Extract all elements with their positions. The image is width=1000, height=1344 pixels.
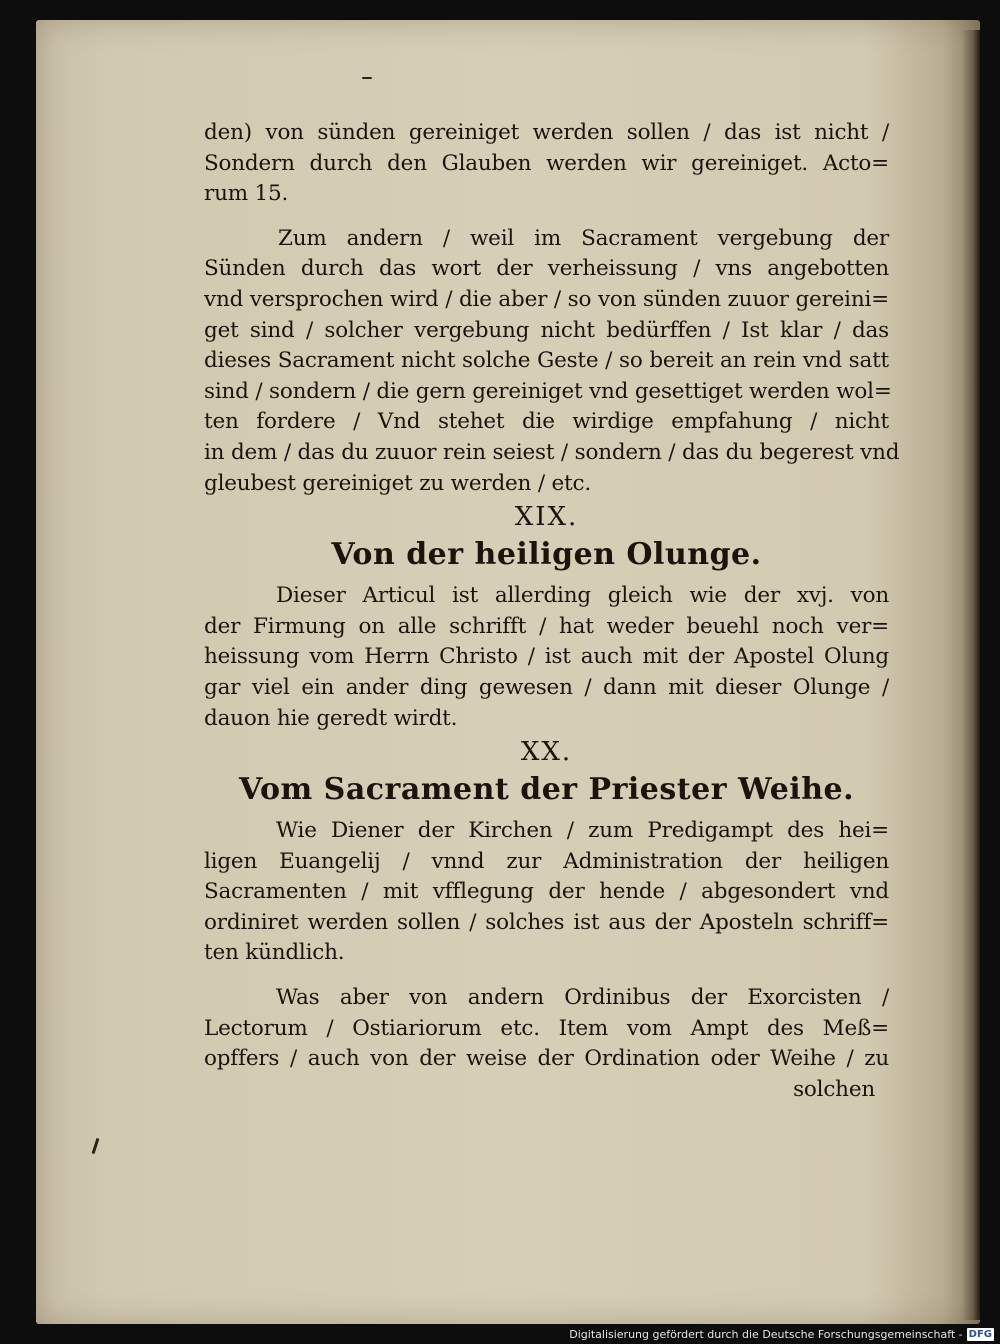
text-line: ligen Euangelij / vnnd zur Administration der heiligen xyxy=(204,848,889,874)
text-line: heissung vom Herrn Christo / ist auch mit der Apostel Olung xyxy=(204,644,889,670)
text-line: Wie Diener der Kirchen / zum Predigampt des hei= xyxy=(276,818,889,844)
text-line: ordiniret werden sollen / solches ist aus der Aposteln schriff= xyxy=(204,909,889,935)
section-numeral-xix: XIX. xyxy=(514,502,579,533)
page-edge-shadow xyxy=(962,30,980,1320)
ink-speck xyxy=(92,1138,100,1154)
text-line: sind / sondern / die gern gereiniget vnd gesettiget werden wol= xyxy=(204,378,892,404)
page-text xyxy=(204,118,900,1105)
text-line: Sacramenten / mit vfflegung der hende / abgesondert vnd xyxy=(204,879,889,905)
text-line: vnd versprochen wird / die aber / so von sünden zuuor gereini= xyxy=(204,286,889,312)
text-line: den) von sünden gereiniget werden sollen / das ist nicht / xyxy=(204,120,889,145)
text-line: Zum andern / weil im Sacrament vergebung der xyxy=(278,225,889,251)
text-line: get sind / solcher vergebung nicht bedürffen / Ist klar / das xyxy=(204,317,889,343)
text-line: opffers / auch von der weise der Ordination oder Weihe / zu xyxy=(204,1046,889,1072)
text-line: dieses Sacrament nicht solche Geste / so bereit an rein vnd satt xyxy=(204,348,889,374)
catchword: solchen xyxy=(793,1076,875,1102)
section-title-xx: Vom Sacrament der Priester Weihe. xyxy=(238,772,855,808)
text-line: rum 15. xyxy=(204,181,289,207)
dfg-logo: DFG xyxy=(968,1328,992,1340)
text-line: Was aber von andern Ordinibus der Exorcisten / xyxy=(276,985,889,1011)
ink-speck xyxy=(362,77,372,79)
text-line: gar viel ein ander ding gewesen / dann mit dieser Olunge / xyxy=(204,674,889,700)
text-line: Sünden durch das wort der verheissung / vns angebotten xyxy=(204,256,889,282)
text-line: Lectorum / Ostiariorum etc. Item vom Ampt des Meß= xyxy=(204,1015,889,1041)
text-line: in dem / das du zuuor rein seiest / sondern / das du begerest vnd xyxy=(204,439,900,465)
credit-text: Digitalisierung gefördert durch die Deutsche Forschungsgemeinschaft - xyxy=(569,1327,963,1341)
text-line: ten fordere / Vnd stehet die wirdige empfahung / nicht xyxy=(204,409,889,435)
text-line: dauon hie geredt wirdt. xyxy=(204,705,458,731)
digitization-credit xyxy=(569,1326,994,1342)
text-line: Sondern durch den Glauben werden wir gereiniget. Acto= xyxy=(204,150,889,176)
text-line: der Firmung on alle schrifft / hat weder beuehl noch ver= xyxy=(204,613,889,639)
text-line: ten kündlich. xyxy=(204,940,345,966)
text-line: gleubest gereiniget zu werden / etc. xyxy=(204,470,591,496)
section-title-xix: Von der heiligen Olunge. xyxy=(331,537,762,573)
text-line: Dieser Articul ist allerding gleich wie der xvj. von xyxy=(276,583,889,609)
section-numeral-xx: XX. xyxy=(520,737,573,768)
